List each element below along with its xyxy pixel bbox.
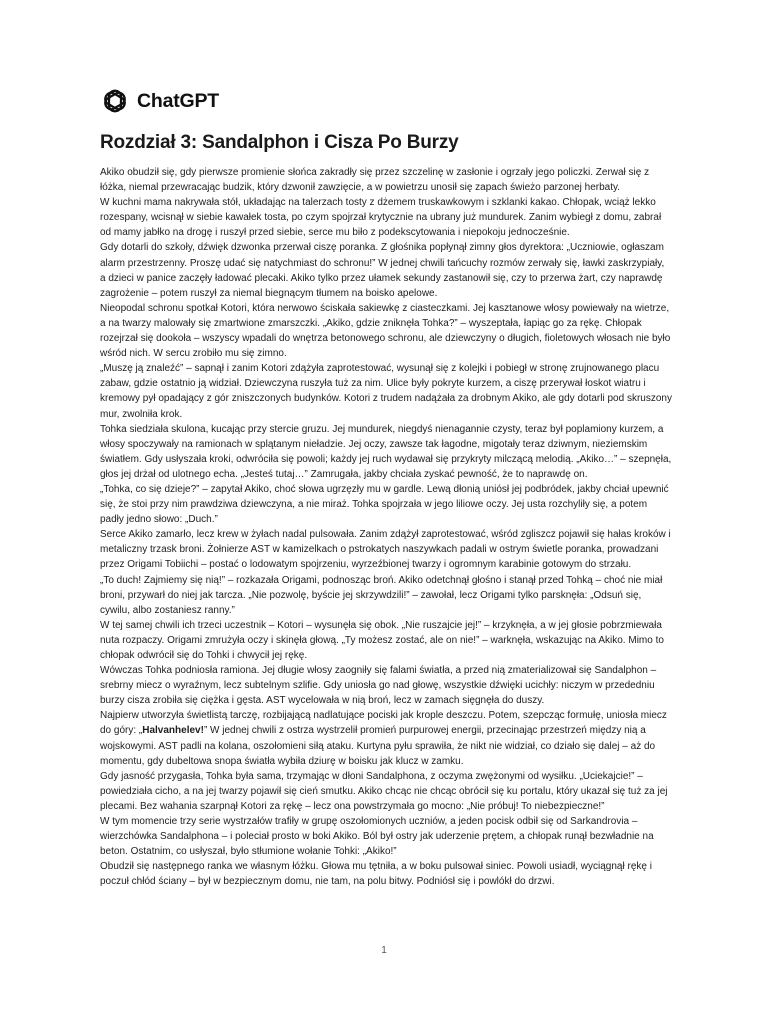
paragraph: W kuchni mama nakrywała stół, układając na talerzach tosty z dżemem truskawkowym i szklanki kakao. Chłopak, wciąż lekko rozespany, wcisnął w siebie kawałek tosta, po czym spojrzał krytycznie na ubrany już mundurek. Zanim wybiegł z domu, zabrał od mamy jabłko na drogę i ruszył przed siebie, serce mu biło z podekscytowania i niepokoju jednocześnie.: [100, 197, 662, 239]
paragraph: „Muszę ją znaleźć” – sapnął i zanim Kotori zdążyła zaprotestować, wysunął się z kolejki i pobiegł w stronę zrujnowanego placu zabaw, gdzie ostatnio ją widział. Dziewczyna ruszyła tuż za nim. Ulice były pokryte kurzem, a ciszę przerywał łoskot wiatru i kremowy pył opadający z gór zniszczonych budynków. Kotori z trudem nadążała za drobnym Akiko, ale gdy dotarli pod skruszony mur, zwolniła krok.: [100, 363, 672, 420]
paragraph: „To duch! Zajmiemy się nią!” – rozkazała Origami, podnosząc broń. Akiko odetchnął głośno i stanął przed Tohką – choć nie miał broni, przywarł do niej jak tarcza. „Nie pozwolę, byście jej skrzywdzili!” – zawołał, lecz Origami tylko parsknęła: „Odsuń się, cywilu, albo zostaniesz ranny.”: [100, 574, 663, 616]
paragraph: W tym momencie trzy serie wystrzałów trafiły w grupę oszołomionych uczniów, a jeden pocisk odbił się od Sarkandrovia – wierzchówka Sandalphona – i poleciał prosto w boki Akiko. Ból był ostry jak uderzenie prętem, a chłopak runął bezwładnie na beton. Ostatnim, co usłyszał, było stłumione wołanie Tohki: „Akiko!”: [100, 816, 654, 858]
paragraph: Serce Akiko zamarło, lecz krew w żyłach nadal pulsowała. Zanim zdążył zaprotestować, wśród zgliszcz pojawił się hałas kroków i metaliczny trzask broni. Żołnierze AST w kamizelkach o pstrokatych naszywkach padali w ostrym świetle poranka, prowadzani przez Origami Tobiichi – postać o lodowatym spojrzeniu, wyrzeźbionej twarzy i ogromnym karabinie gotowym do strzału.: [100, 529, 671, 571]
paragraph: Nieopodal schronu spotkał Kotori, która nerwowo ściskała sakiewkę z ciasteczkami. Jej kasztanowe włosy powiewały na wietrze, a na twarzy malowały się zmartwione zmarszczki. „Akiko, gdzie zniknęła Tohka?” – wyszeptała, łapiąc go za rękę. Chłopak rozejrzał się dookoła – wszyscy wpadali do wnętrza betonowego schronu, ale dziewczyny o długich, fioletowych włosach nie było wśród nich. W sercu zrobiło mu się zimno.: [100, 302, 671, 360]
paragraph: „Tohka, co się dzieje?” – zapytał Akiko, choć słowa ugrzęzły mu w gardle. Lewą dłonią uniósł jej podbródek, jakby chciał upewnić się, że stoi przy nim prawdziwa dziewczyna, a nie miraż. Tohka spojrzała w jego liliowe oczy. Jej usta rozchyliły się, a potem padły jedno słowo: „Duch.”: [100, 483, 669, 526]
chapter-body: [100, 165, 672, 890]
paragraph: Najpierw utworzyła świetlistą tarczę, rozbijającą nadlatujące pociski jak krople deszczu. Potem, szepcząc formułę, uniosła miecz do góry: „Halvanhelev!” W jednej chwili z ostrza wystrzelił promień purpurowej energii, przecinając przestrzeń między nią a wojskowymi. AST padli na kolana, oszołomieni siłą ataku. Kurtyna pyłu sprawiła, że nikt nie widział, co działo się dalej – aż do momentu, gdy dubeltowa snopa światła wybiła dziurę w boisku jak klucz w zamku.: [100, 710, 667, 767]
paragraph: Tohka siedziała skulona, kucając przy stercie gruzu. Jej mundurek, niegdyś nienagannie czysty, teraz był poplamiony kurzem, a włosy spoczywały na ramionach w splątanym nieładzie. Jej oczy, zawsze tak łagodne, migotały teraz dziwnym, nieziemskim światłem. Gdy usłyszała kroki, odwróciła się powoli; każdy jej ruch wydawał się przykryty milczącą melodią. „Akiko…” – szepnęła, głos jej drżał od ulotnego echa. „Jesteś tutaj…” Zamrugała, jakby chciała zyskać pewność, że to naprawdę on.: [100, 423, 672, 480]
chapter-title: Rozdział 3: Sandalphon i Cisza Po Burzy: [100, 132, 459, 153]
paragraph: Wówczas Tohka podniosła ramiona. Jej długie włosy zaogniły się falami światła, a przed nią zmaterializował się Sandalphon – srebrny miecz o wyraźnym, lecz subtelnym szlifie. Gdy uniosła go nad głowę, wszystkie dźwięki ucichły: niczym w przededniu burzy cisza zrobiła się ciężka i gęsta. AST wycelowała w nią broń, lecz w zamach sięgnęła do duszy.: [100, 665, 657, 707]
paragraph: W tej samej chwili ich trzeci uczestnik – Kotori – wysunęła się obok. „Nie ruszajcie jej!” – krzyknęła, a w jej głosie pobrzmiewała nuta rozpaczy. Origami zmrużyła oczy i skinęła głową. „Ty możesz zostać, ale on nie!” – warknęła, wskazując na Akiko. Mimo to chłopak odwrócił się do Tohki i chwycił jej rękę.: [100, 619, 664, 661]
page-number: 1: [381, 945, 387, 956]
paragraph: Obudził się następnego ranka we własnym łóżku. Głowa mu tętniła, a w boku pulsował siniec. Powoli usiadł, wyciągnął rękę i poczuł chłód ściany – był w bezpiecznym domu, nie tam, na polu bitwy. Podniósł się i powlókł do drzwi.: [100, 861, 652, 888]
brand-logo: [100, 86, 219, 116]
openai-logo-icon: [100, 86, 130, 116]
brand-name: ChatGPT: [137, 89, 220, 112]
paragraph: Gdy dotarli do szkoły, dźwięk dzwonka przerwał ciszę poranka. Z głośnika popłynął zimny głos dyrektora: „Uczniowie, ogłaszam alarm przestrzenny. Proszę udać się natychmiast do schronu!” W jednej chwili tańcuchy rozmów zerwały się, ławki zaskrzypiały, a dzieci w panice zaczęły ładować plecaki. Akiko tylko przez ułamek sekundy zastanowił się, czy to przerwa żart, czy naprawdę zagrożenie – potem ruszył za niemal biegnącym tłumem na boisko apelowe.: [100, 242, 665, 299]
paragraph: Akiko obudził się, gdy pierwsze promienie słońca zakradły się przez szczelinę w zasłonie i ogrzały jego policzki. Zerwał się z łóżka, niemal przewracając budzik, który dzwonił zawzięcie, a w powietrzu unosił się zapach świeżo parzonej herbaty.: [100, 167, 650, 194]
paragraph: Gdy jasność przygasła, Tohka była sama, trzymając w dłoni Sandalphona, z oczyma zwężonymi od wysiłku. „Uciekajcie!” – powiedziała cicho, a na jej twarzy pojawił się cień smutku. Akiko chcąc nie chcąc obrócił się ku portalu, który ukazał się tuż za jej plecami. Bez wahania szarpnął Kotori za rękę – lecz ona powstrzymała go mocno: „Nie próbuj! To niebezpieczne!”: [100, 770, 668, 812]
